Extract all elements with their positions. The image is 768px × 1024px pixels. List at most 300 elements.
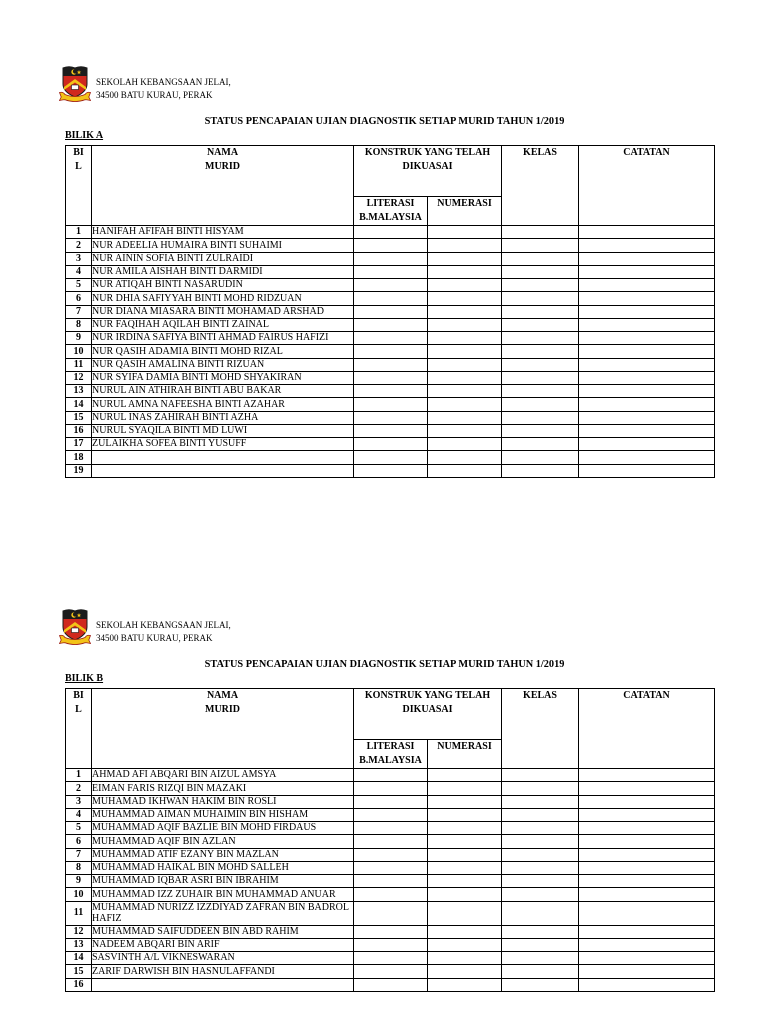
- numerasi-cell: [428, 835, 502, 848]
- row-number: 10: [66, 345, 92, 358]
- row-number: 13: [66, 938, 92, 951]
- school-crest-logo: [59, 65, 91, 103]
- catatan-cell: [579, 385, 715, 398]
- literasi-cell: [354, 952, 428, 965]
- student-name: NUR SYIFA DAMIA BINTI MOHD SHYAKIRAN: [92, 371, 354, 384]
- student-name: [92, 978, 354, 991]
- catatan-cell: [579, 252, 715, 265]
- catatan-cell: [579, 952, 715, 965]
- table-row: [66, 822, 715, 835]
- table-row: [66, 938, 715, 951]
- literasi-cell: [354, 239, 428, 252]
- numerasi-cell: [428, 279, 502, 292]
- row-number: 11: [66, 901, 92, 925]
- kelas-cell: [502, 252, 579, 265]
- numerasi-cell: [428, 265, 502, 278]
- numerasi-cell: [428, 332, 502, 345]
- numerasi-cell: [428, 398, 502, 411]
- table-row: [66, 332, 715, 345]
- kelas-cell: [502, 305, 579, 318]
- table-row: [66, 875, 715, 888]
- kelas-cell: [502, 782, 579, 795]
- catatan-cell: [579, 938, 715, 951]
- catatan-cell: [579, 371, 715, 384]
- table-row: [66, 835, 715, 848]
- kelas-cell: [502, 318, 579, 331]
- school-address: 34500 BATU KURAU, PERAK: [96, 633, 213, 643]
- numerasi-cell: [428, 371, 502, 384]
- header-literasi-line-2: B.MALAYSIA: [359, 755, 422, 766]
- student-name: NUR DHIA SAFIYYAH BINTI MOHD RIDZUAN: [92, 292, 354, 305]
- room-label: BILIK A: [65, 130, 104, 141]
- kelas-cell: [502, 358, 579, 371]
- numerasi-cell: [428, 385, 502, 398]
- catatan-cell: [579, 848, 715, 861]
- row-number: 3: [66, 795, 92, 808]
- header-kelas: KELAS: [502, 689, 579, 769]
- student-name: HANIFAH AFIFAH BINTI HISYAM: [92, 226, 354, 239]
- literasi-cell: [354, 371, 428, 384]
- catatan-cell: [579, 965, 715, 978]
- school-address: 34500 BATU KURAU, PERAK: [96, 90, 213, 100]
- header-row: [66, 689, 715, 740]
- row-number: 5: [66, 279, 92, 292]
- student-name: MUHAMMAD SAIFUDDEEN BIN ABD RAHIM: [92, 925, 354, 938]
- row-number: 6: [66, 292, 92, 305]
- catatan-cell: [579, 769, 715, 782]
- student-name: MUHAMMAD AIMAN MUHAIMIN BIN HISHAM: [92, 808, 354, 821]
- row-number: 5: [66, 822, 92, 835]
- numerasi-cell: [428, 292, 502, 305]
- catatan-cell: [579, 451, 715, 464]
- row-number: 9: [66, 332, 92, 345]
- kelas-cell: [502, 239, 579, 252]
- kelas-cell: [502, 938, 579, 951]
- student-name: ZARIF DARWISH BIN HASNULAFFANDI: [92, 965, 354, 978]
- student-name: MUHAMAD IKHWAN HAKIM BIN ROSLI: [92, 795, 354, 808]
- catatan-cell: [579, 358, 715, 371]
- kelas-cell: [502, 385, 579, 398]
- literasi-cell: [354, 888, 428, 901]
- table-row: [66, 424, 715, 437]
- table-body: [66, 226, 715, 478]
- crest-book: [72, 628, 79, 633]
- literasi-cell: [354, 318, 428, 331]
- row-number: 14: [66, 398, 92, 411]
- student-name: NUR AMILA AISHAH BINTI DARMIDI: [92, 265, 354, 278]
- numerasi-cell: [428, 875, 502, 888]
- literasi-cell: [354, 292, 428, 305]
- numerasi-cell: [428, 822, 502, 835]
- kelas-cell: [502, 875, 579, 888]
- crest-book: [72, 85, 79, 90]
- literasi-cell: [354, 822, 428, 835]
- header-konstruk: [354, 146, 502, 197]
- numerasi-cell: [428, 358, 502, 371]
- student-name: NUR DIANA MIASARA BINTI MOHAMAD ARSHAD: [92, 305, 354, 318]
- numerasi-cell: [428, 438, 502, 451]
- catatan-cell: [579, 888, 715, 901]
- kelas-cell: [502, 411, 579, 424]
- table-row: [66, 438, 715, 451]
- catatan-cell: [579, 782, 715, 795]
- numerasi-cell: [428, 226, 502, 239]
- catatan-cell: [579, 464, 715, 477]
- literasi-cell: [354, 279, 428, 292]
- literasi-cell: [354, 411, 428, 424]
- header-bil: [66, 689, 92, 769]
- kelas-cell: [502, 822, 579, 835]
- kelas-cell: [502, 226, 579, 239]
- numerasi-cell: [428, 861, 502, 874]
- room-label: BILIK B: [65, 673, 104, 684]
- catatan-cell: [579, 239, 715, 252]
- row-number: 17: [66, 438, 92, 451]
- student-name: NURUL INAS ZAHIRAH BINTI AZHA: [92, 411, 354, 424]
- literasi-cell: [354, 782, 428, 795]
- catatan-cell: [579, 438, 715, 451]
- table-row: [66, 252, 715, 265]
- literasi-cell: [354, 305, 428, 318]
- numerasi-cell: [428, 345, 502, 358]
- row-number: 1: [66, 226, 92, 239]
- catatan-cell: [579, 345, 715, 358]
- numerasi-cell: [428, 464, 502, 477]
- header-nama-murid: [92, 689, 354, 769]
- table-row: [66, 848, 715, 861]
- kelas-cell: [502, 438, 579, 451]
- row-number: 2: [66, 782, 92, 795]
- header-bil-line-2: L: [75, 704, 82, 715]
- numerasi-cell: [428, 451, 502, 464]
- literasi-cell: [354, 438, 428, 451]
- table-row: [66, 305, 715, 318]
- table-row: [66, 318, 715, 331]
- header-literasi-line-1: LITERASI: [366, 198, 415, 209]
- numerasi-cell: [428, 424, 502, 437]
- catatan-cell: [579, 332, 715, 345]
- table-row: [66, 371, 715, 384]
- student-name: AHMAD AFI ABQARI BIN AIZUL AMSYA: [92, 769, 354, 782]
- literasi-cell: [354, 978, 428, 991]
- row-number: 7: [66, 848, 92, 861]
- catatan-cell: [579, 925, 715, 938]
- table-row: [66, 952, 715, 965]
- table-row: [66, 861, 715, 874]
- row-number: 9: [66, 875, 92, 888]
- row-number: 2: [66, 239, 92, 252]
- school-name: SEKOLAH KEBANGSAAN JELAI,: [96, 620, 231, 630]
- literasi-cell: [354, 848, 428, 861]
- row-number: 11: [66, 358, 92, 371]
- table-row: [66, 292, 715, 305]
- table-row: [66, 795, 715, 808]
- numerasi-cell: [428, 318, 502, 331]
- literasi-cell: [354, 769, 428, 782]
- student-name: NADEEM ABQARI BIN ARIF: [92, 938, 354, 951]
- header-literasi: [354, 197, 428, 226]
- student-name: [92, 451, 354, 464]
- numerasi-cell: [428, 252, 502, 265]
- literasi-cell: [354, 965, 428, 978]
- numerasi-cell: [428, 239, 502, 252]
- crest-moon-cut: [73, 612, 78, 617]
- header-nama-line-2: MURID: [205, 161, 240, 172]
- student-name: [92, 464, 354, 477]
- numerasi-cell: [428, 978, 502, 991]
- catatan-cell: [579, 835, 715, 848]
- table-body: [66, 769, 715, 992]
- catatan-cell: [579, 978, 715, 991]
- literasi-cell: [354, 808, 428, 821]
- header-konstruk: [354, 689, 502, 740]
- table-row: [66, 782, 715, 795]
- literasi-cell: [354, 358, 428, 371]
- student-name: MUHAMMAD AQIF BIN AZLAN: [92, 835, 354, 848]
- catatan-cell: [579, 875, 715, 888]
- student-name: NUR FAQIHAH AQILAH BINTI ZAINAL: [92, 318, 354, 331]
- school-crest-logo: [59, 608, 91, 646]
- report-title: STATUS PENCAPAIAN UJIAN DIAGNOSTIK SETIAP MURID TAHUN 1/2019: [204, 116, 565, 127]
- kelas-cell: [502, 978, 579, 991]
- catatan-cell: [579, 861, 715, 874]
- student-name: ZULAIKHA SOFEA BINTI YUSUFF: [92, 438, 354, 451]
- row-number: 3: [66, 252, 92, 265]
- catatan-cell: [579, 318, 715, 331]
- numerasi-cell: [428, 305, 502, 318]
- table-row: [66, 398, 715, 411]
- student-name: NUR AININ SOFIA BINTI ZULRAIDI: [92, 252, 354, 265]
- literasi-cell: [354, 398, 428, 411]
- student-name: MUHAMMAD AQIF BAZLIE BIN MOHD FIRDAUS: [92, 822, 354, 835]
- table-row: [66, 265, 715, 278]
- row-number: 8: [66, 861, 92, 874]
- header-konstruk-line-1: KONSTRUK YANG TELAH: [364, 147, 491, 158]
- literasi-cell: [354, 332, 428, 345]
- catatan-cell: [579, 279, 715, 292]
- literasi-cell: [354, 938, 428, 951]
- header-kelas: KELAS: [502, 146, 579, 226]
- literasi-cell: [354, 424, 428, 437]
- kelas-cell: [502, 424, 579, 437]
- school-crest-icon: [59, 608, 91, 646]
- kelas-cell: [502, 398, 579, 411]
- row-number: 4: [66, 808, 92, 821]
- kelas-cell: [502, 464, 579, 477]
- header-bil: [66, 146, 92, 226]
- literasi-cell: [354, 385, 428, 398]
- row-number: 16: [66, 424, 92, 437]
- table-row: [66, 769, 715, 782]
- kelas-cell: [502, 952, 579, 965]
- literasi-cell: [354, 835, 428, 848]
- kelas-cell: [502, 795, 579, 808]
- kelas-cell: [502, 861, 579, 874]
- header-row: [66, 146, 715, 197]
- header-catatan: CATATAN: [579, 689, 715, 769]
- numerasi-cell: [428, 952, 502, 965]
- kelas-cell: [502, 451, 579, 464]
- row-number: 19: [66, 464, 92, 477]
- student-table: [65, 688, 715, 992]
- kelas-cell: [502, 265, 579, 278]
- row-number: 1: [66, 769, 92, 782]
- numerasi-cell: [428, 888, 502, 901]
- numerasi-cell: [428, 848, 502, 861]
- kelas-cell: [502, 808, 579, 821]
- student-name: NURUL SYAQILA BINTI MD LUWI: [92, 424, 354, 437]
- table-row: [66, 358, 715, 371]
- header-nama-line-2: MURID: [205, 704, 240, 715]
- student-name: EIMAN FARIS RIZQI BIN MAZAKI: [92, 782, 354, 795]
- kelas-cell: [502, 371, 579, 384]
- header-literasi-line-2: B.MALAYSIA: [359, 212, 422, 223]
- catatan-cell: [579, 901, 715, 925]
- literasi-cell: [354, 345, 428, 358]
- table-row: [66, 925, 715, 938]
- student-name: NURUL AIN ATHIRAH BINTI ABU BAKAR: [92, 385, 354, 398]
- table-row: [66, 901, 715, 925]
- header-konstruk-line-1: KONSTRUK YANG TELAH: [364, 690, 491, 701]
- table-header: [66, 146, 715, 226]
- catatan-cell: [579, 411, 715, 424]
- header-nama-murid: [92, 146, 354, 226]
- table-header: [66, 689, 715, 769]
- table-row: [66, 226, 715, 239]
- kelas-cell: [502, 292, 579, 305]
- row-number: 12: [66, 371, 92, 384]
- numerasi-cell: [428, 769, 502, 782]
- literasi-cell: [354, 464, 428, 477]
- literasi-cell: [354, 901, 428, 925]
- table-row: [66, 965, 715, 978]
- student-name: NUR ADEELIA HUMAIRA BINTI SUHAIMI: [92, 239, 354, 252]
- row-number: 8: [66, 318, 92, 331]
- numerasi-cell: [428, 808, 502, 821]
- report-section: [0, 603, 768, 995]
- catatan-cell: [579, 822, 715, 835]
- kelas-cell: [502, 848, 579, 861]
- literasi-cell: [354, 226, 428, 239]
- table-row: [66, 239, 715, 252]
- kelas-cell: [502, 965, 579, 978]
- row-number: 6: [66, 835, 92, 848]
- kelas-cell: [502, 769, 579, 782]
- numerasi-cell: [428, 411, 502, 424]
- header-numerasi: NUMERASI: [428, 197, 502, 226]
- report-title: STATUS PENCAPAIAN UJIAN DIAGNOSTIK SETIAP MURID TAHUN 1/2019: [204, 659, 565, 670]
- table-row: [66, 464, 715, 477]
- kelas-cell: [502, 901, 579, 925]
- catatan-cell: [579, 424, 715, 437]
- table-row: [66, 888, 715, 901]
- row-number: 15: [66, 965, 92, 978]
- school-crest-icon: [59, 65, 91, 103]
- literasi-cell: [354, 451, 428, 464]
- literasi-cell: [354, 861, 428, 874]
- numerasi-cell: [428, 901, 502, 925]
- catatan-cell: [579, 305, 715, 318]
- student-name: NUR QASIH AMALINA BINTI RIZUAN: [92, 358, 354, 371]
- kelas-cell: [502, 835, 579, 848]
- table-row: [66, 411, 715, 424]
- catatan-cell: [579, 292, 715, 305]
- numerasi-cell: [428, 925, 502, 938]
- kelas-cell: [502, 925, 579, 938]
- table-row: [66, 978, 715, 991]
- row-number: 15: [66, 411, 92, 424]
- student-name: MUHAMMAD ATIF EZANY BIN MAZLAN: [92, 848, 354, 861]
- table-row: [66, 385, 715, 398]
- row-number: 18: [66, 451, 92, 464]
- row-number: 7: [66, 305, 92, 318]
- header-nama-line-1: NAMA: [206, 690, 239, 701]
- kelas-cell: [502, 332, 579, 345]
- catatan-cell: [579, 808, 715, 821]
- header-literasi-line-1: LITERASI: [366, 741, 415, 752]
- student-table: [65, 145, 715, 478]
- numerasi-cell: [428, 938, 502, 951]
- row-number: 4: [66, 265, 92, 278]
- header-numerasi: NUMERASI: [428, 740, 502, 769]
- catatan-cell: [579, 398, 715, 411]
- row-number: 16: [66, 978, 92, 991]
- report-section: [0, 60, 768, 480]
- header-catatan: CATATAN: [579, 146, 715, 226]
- student-name: MUHAMMAD IQBAR ASRI BIN IBRAHIM: [92, 875, 354, 888]
- header-literasi: [354, 740, 428, 769]
- row-number: 13: [66, 385, 92, 398]
- numerasi-cell: [428, 782, 502, 795]
- catatan-cell: [579, 795, 715, 808]
- student-name: NUR QASIH ADAMIA BINTI MOHD RIZAL: [92, 345, 354, 358]
- header-nama-line-1: NAMA: [206, 147, 239, 158]
- header-konstruk-line-2: DIKUASAI: [402, 161, 453, 172]
- row-number: 14: [66, 952, 92, 965]
- literasi-cell: [354, 795, 428, 808]
- row-number: 12: [66, 925, 92, 938]
- student-name: NURUL AMNA NAFEESHA BINTI AZAHAR: [92, 398, 354, 411]
- student-name: MUHAMMAD HAIKAL BIN MOHD SALLEH: [92, 861, 354, 874]
- table-row: [66, 345, 715, 358]
- literasi-cell: [354, 875, 428, 888]
- kelas-cell: [502, 888, 579, 901]
- catatan-cell: [579, 226, 715, 239]
- kelas-cell: [502, 345, 579, 358]
- header-bil-line-2: L: [75, 161, 82, 172]
- literasi-cell: [354, 925, 428, 938]
- school-name: SEKOLAH KEBANGSAAN JELAI,: [96, 77, 231, 87]
- table-row: [66, 279, 715, 292]
- table-row: [66, 451, 715, 464]
- row-number: 10: [66, 888, 92, 901]
- student-name: SASVINTH A/L VIKNESWARAN: [92, 952, 354, 965]
- numerasi-cell: [428, 795, 502, 808]
- header-bil-line-1: BI: [73, 147, 84, 158]
- numerasi-cell: [428, 965, 502, 978]
- table-row: [66, 808, 715, 821]
- header-bil-line-1: BI: [73, 690, 84, 701]
- crest-moon-cut: [73, 69, 78, 74]
- student-name: NUR ATIQAH BINTI NASARUDIN: [92, 279, 354, 292]
- literasi-cell: [354, 265, 428, 278]
- student-name: MUHAMMAD IZZ ZUHAIR BIN MUHAMMAD ANUAR: [92, 888, 354, 901]
- kelas-cell: [502, 279, 579, 292]
- literasi-cell: [354, 252, 428, 265]
- catatan-cell: [579, 265, 715, 278]
- student-name: NUR IRDINA SAFIYA BINTI AHMAD FAIRUS HAFIZI: [92, 332, 354, 345]
- header-konstruk-line-2: DIKUASAI: [402, 704, 453, 715]
